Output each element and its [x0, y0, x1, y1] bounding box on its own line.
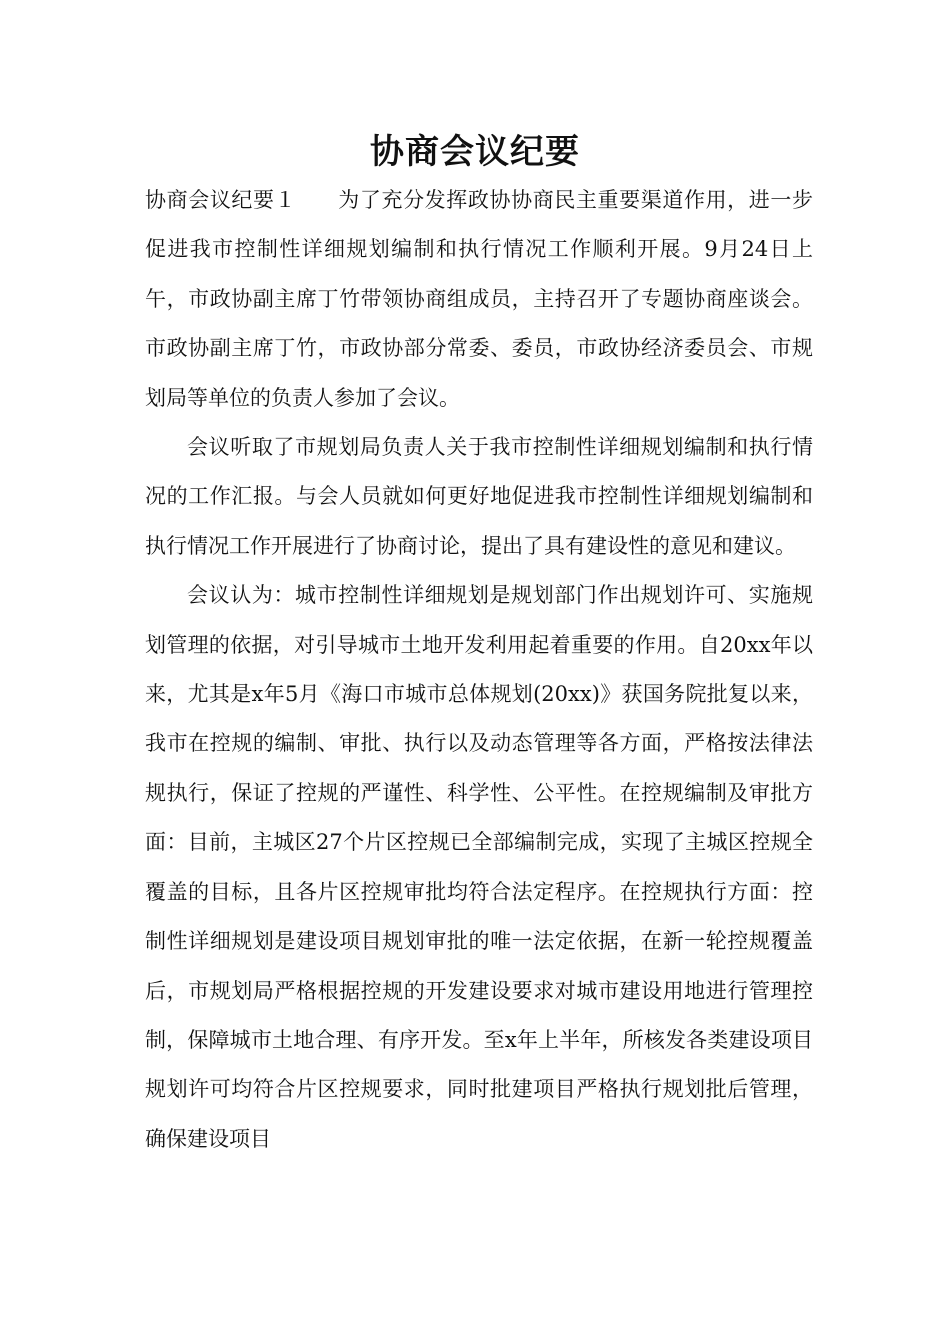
paragraph-1 [145, 176, 813, 423]
paragraph-1-text: 为了充分发挥政协协商民主重要渠道作用，进一步促进我市控制性详细规划编制和执行情况工作顺利开展。9月24日上午，市政协副主席丁竹带领协商组成员，主持召开了专题协商座谈会。市政协副主席丁竹，市政协部分常委、委员，市政协经济委员会、市规划局等单位的负责人参加了会议。 [145, 188, 813, 410]
paragraph-3: 会议认为：城市控制性详细规划是规划部门作出规划许可、实施规划管理的依据，对引导城市土地开发利用起着重要的作用。自20xx年以来，尤其是x年5月《海口市城市总体规划(20xx)》获国务院批复以来，我市在控规的编制、审批、执行以及动态管理等各方面，严格按法律法规执行，保证了控规的严谨性、科学性、公平性。在控规编制及审批方面：目前，主城区27个片区控规已全部编制完成，实现了主城区控规全覆盖的目标，且各片区控规审批均符合法定程序。在控规执行方面：控制性详细规划是建设项目规划审批的唯一法定依据，在新一轮控规覆盖后，市规划局严格根据控规的开发建设要求对城市建设用地进行管理控制，保障城市土地合理、有序开发。至x年上半年，所核发各类建设项目规划许可均符合片区控规要求，同时批建项目严格执行规划批后管理，确保建设项目 [145, 583, 813, 1151]
document-body [145, 176, 813, 1164]
paragraph-2: 会议听取了市规划局负责人关于我市控制性详细规划编制和执行情况的工作汇报。与会人员就如何更好地促进我市控制性详细规划编制和执行情况工作开展进行了协商讨论，提出了具有建设性的意见和建议。 [145, 435, 813, 558]
section-heading: 协商会议纪要１ [145, 188, 297, 212]
document-title: 协商会议纪要 [370, 132, 580, 172]
